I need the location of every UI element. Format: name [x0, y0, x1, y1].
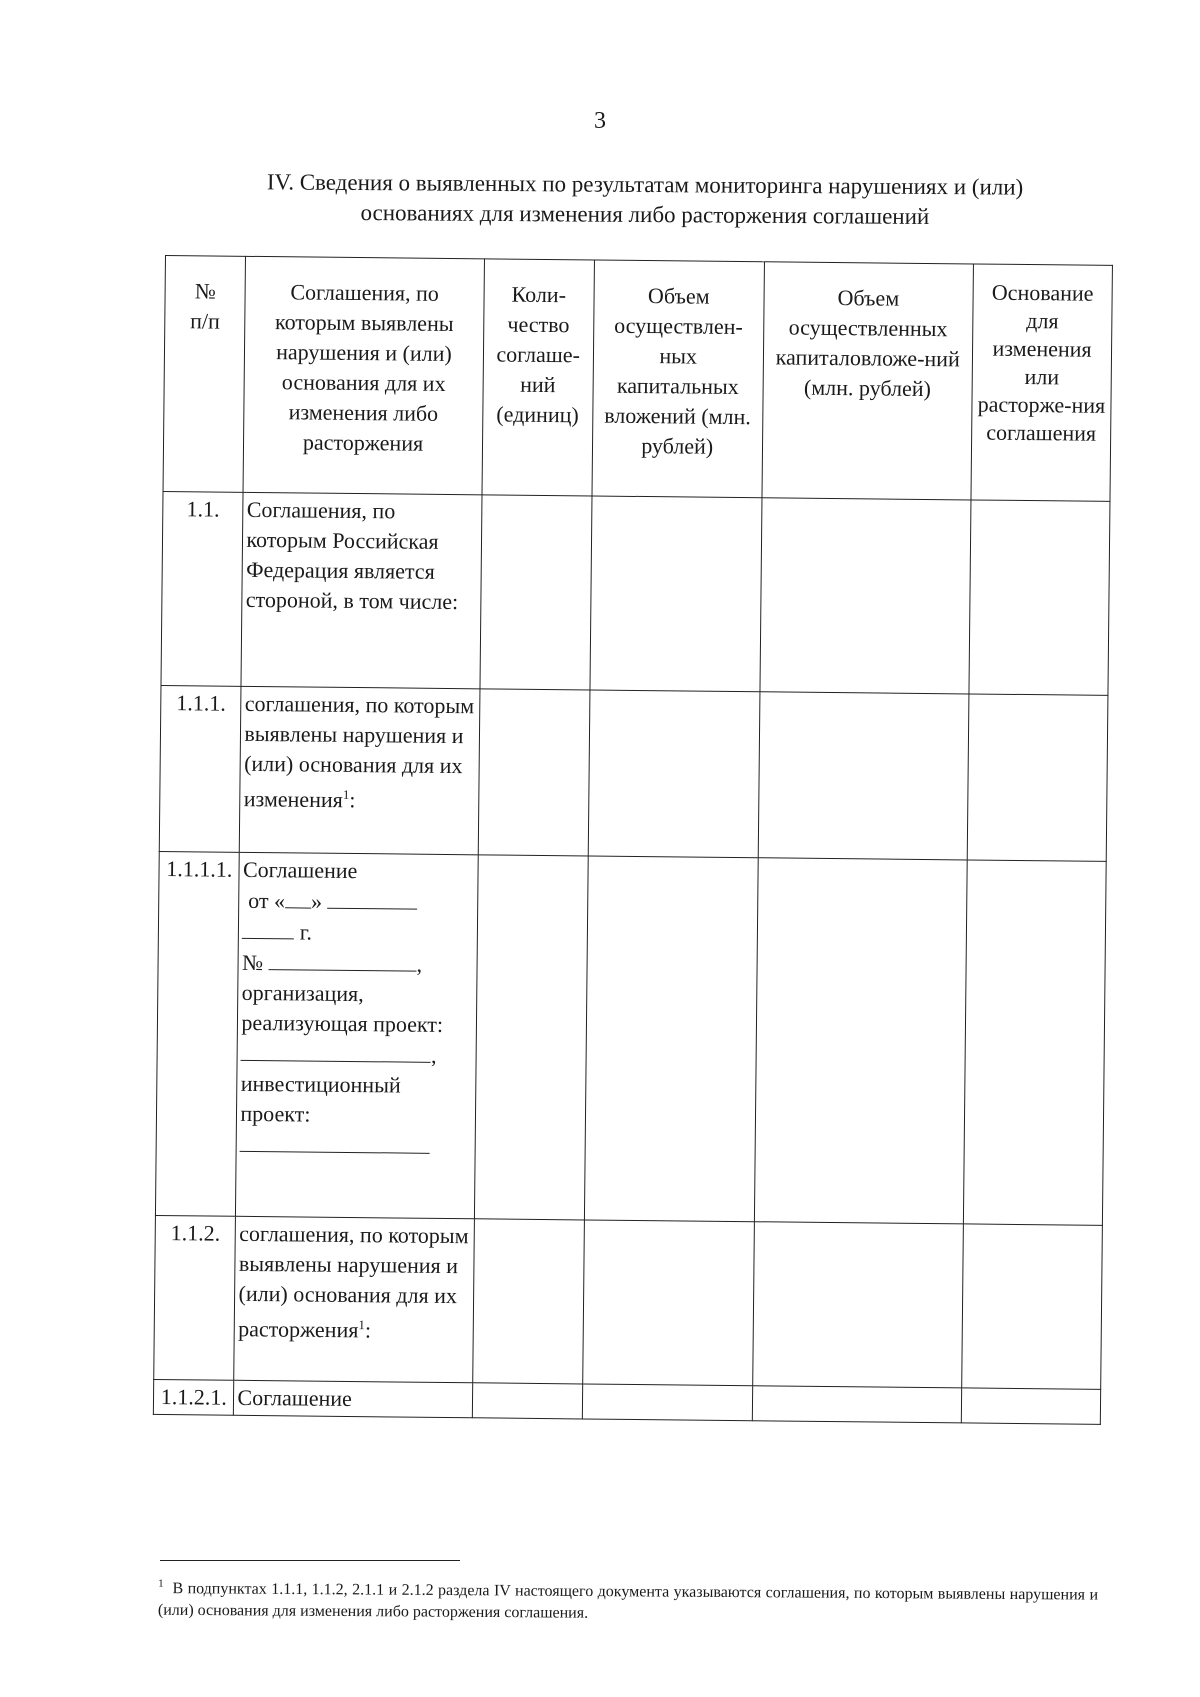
cell-capital-investments	[582, 1384, 752, 1421]
cell-basis	[962, 1224, 1103, 1389]
row-text: Соглашения, по которым Российская Федерация является стороной, в том числе:	[241, 492, 481, 688]
cell-count	[480, 495, 592, 690]
row-text	[236, 852, 478, 1218]
month-blank	[327, 886, 417, 910]
agreement-number-line	[242, 947, 473, 980]
cell-capital-expenditures	[752, 1222, 963, 1388]
header-capital-expenditures: Объем осуществленных капиталовложе-ний (млн. рублей)	[762, 262, 974, 500]
organization-label: организация, реализующая проект:	[241, 979, 444, 1037]
row-text-body: соглашения, по которым выявлены нарушения и (или) основания для их расторжения	[238, 1220, 469, 1343]
cell-capital-investments	[584, 856, 758, 1222]
header-capital-investments: Объем осуществлен-ных капитальных вложений (млн. рублей)	[592, 260, 764, 498]
date-prefix: от «	[248, 887, 286, 914]
header-number-line-2: п/п	[190, 308, 221, 334]
row-text	[234, 1216, 474, 1382]
row-text-tail: :	[349, 787, 356, 813]
table-row	[159, 685, 1108, 861]
cell-basis	[967, 694, 1108, 861]
footnote-ref: 1	[342, 786, 350, 802]
organization-blank	[241, 1038, 431, 1063]
header-agreements: Соглашения, по которым выявлены нарушения и (или) основания для их изменения либо расторжения	[243, 256, 484, 494]
comma: ,	[430, 1042, 437, 1068]
table-header-row	[163, 256, 1112, 502]
comma: ,	[416, 951, 423, 977]
footnote-ref: 1	[358, 1317, 366, 1333]
section-title	[170, 167, 1120, 234]
header-count: Коли-чество соглаше-ний (единиц)	[482, 259, 595, 496]
table-row	[155, 851, 1106, 1225]
row-text-tail: :	[364, 1317, 372, 1343]
cell-capital-expenditures	[754, 858, 967, 1224]
cell-count	[472, 1219, 584, 1384]
row-text-body: соглашения, по которым выявлены нарушения и (или) основания для их изменения	[243, 690, 475, 813]
cell-capital-expenditures	[752, 1386, 962, 1423]
section-title-line-1: IV. Сведения о выявленных по результатам мониторинга нарушениях и (или)	[266, 169, 1024, 200]
agreement-label: Соглашение	[242, 856, 358, 884]
row-number: 1.1.1.1.	[155, 851, 239, 1216]
footnote	[158, 1573, 1098, 1629]
agreement-year-line	[242, 916, 473, 949]
cell-capital-expenditures	[760, 498, 971, 694]
row-number: 1.1.1.	[159, 685, 241, 852]
cell-count	[478, 689, 590, 856]
row-number: 1.1.	[161, 491, 243, 686]
year-suffix: г.	[299, 919, 313, 945]
organization-line	[241, 1038, 472, 1071]
row-number: 1.1.2.1.	[153, 1379, 234, 1415]
day-blank	[285, 885, 311, 908]
agreement-date-line	[243, 885, 474, 918]
footnote-marker: 1	[158, 1577, 164, 1590]
table-row	[154, 1215, 1103, 1389]
project-label: инвестиционный проект:	[240, 1070, 401, 1127]
cell-capital-expenditures	[758, 692, 969, 860]
number-sign: №	[241, 949, 264, 976]
row-number: 1.1.2.	[154, 1215, 236, 1380]
footnote-divider	[160, 1560, 460, 1561]
cell-basis	[963, 860, 1106, 1225]
table-row	[161, 491, 1110, 695]
section-title-line-2: основаниях для изменения либо расторжения соглашений	[360, 200, 930, 229]
year-blank	[242, 916, 294, 940]
page-number: 3	[594, 108, 606, 134]
cell-count	[474, 855, 588, 1220]
project-line	[240, 1129, 471, 1162]
footnote-text: В подпунктах 1.1.1, 1.1.2, 2.1.1 и 2.1.2 раздела IV настоящего документа указываются соглашения, по которым выявлены нарушения и (или) основания для изменения либо расторжения соглашения.	[157, 1580, 1099, 1623]
project-blank	[240, 1129, 430, 1154]
header-number-line-1: №	[194, 278, 216, 304]
cell-count	[472, 1383, 583, 1419]
cell-capital-investments	[588, 690, 759, 858]
violations-table	[153, 255, 1113, 1425]
date-quote-close: »	[310, 888, 323, 914]
cell-capital-investments	[590, 496, 762, 692]
row-text: Соглашение	[234, 1380, 472, 1417]
row-text	[240, 686, 480, 854]
number-blank	[268, 947, 416, 972]
cell-basis	[961, 1388, 1100, 1424]
cell-capital-investments	[583, 1220, 754, 1386]
header-number	[163, 256, 246, 493]
header-basis: Основание для изменения или расторже-ния соглашения	[971, 264, 1112, 501]
cell-basis	[969, 500, 1110, 695]
